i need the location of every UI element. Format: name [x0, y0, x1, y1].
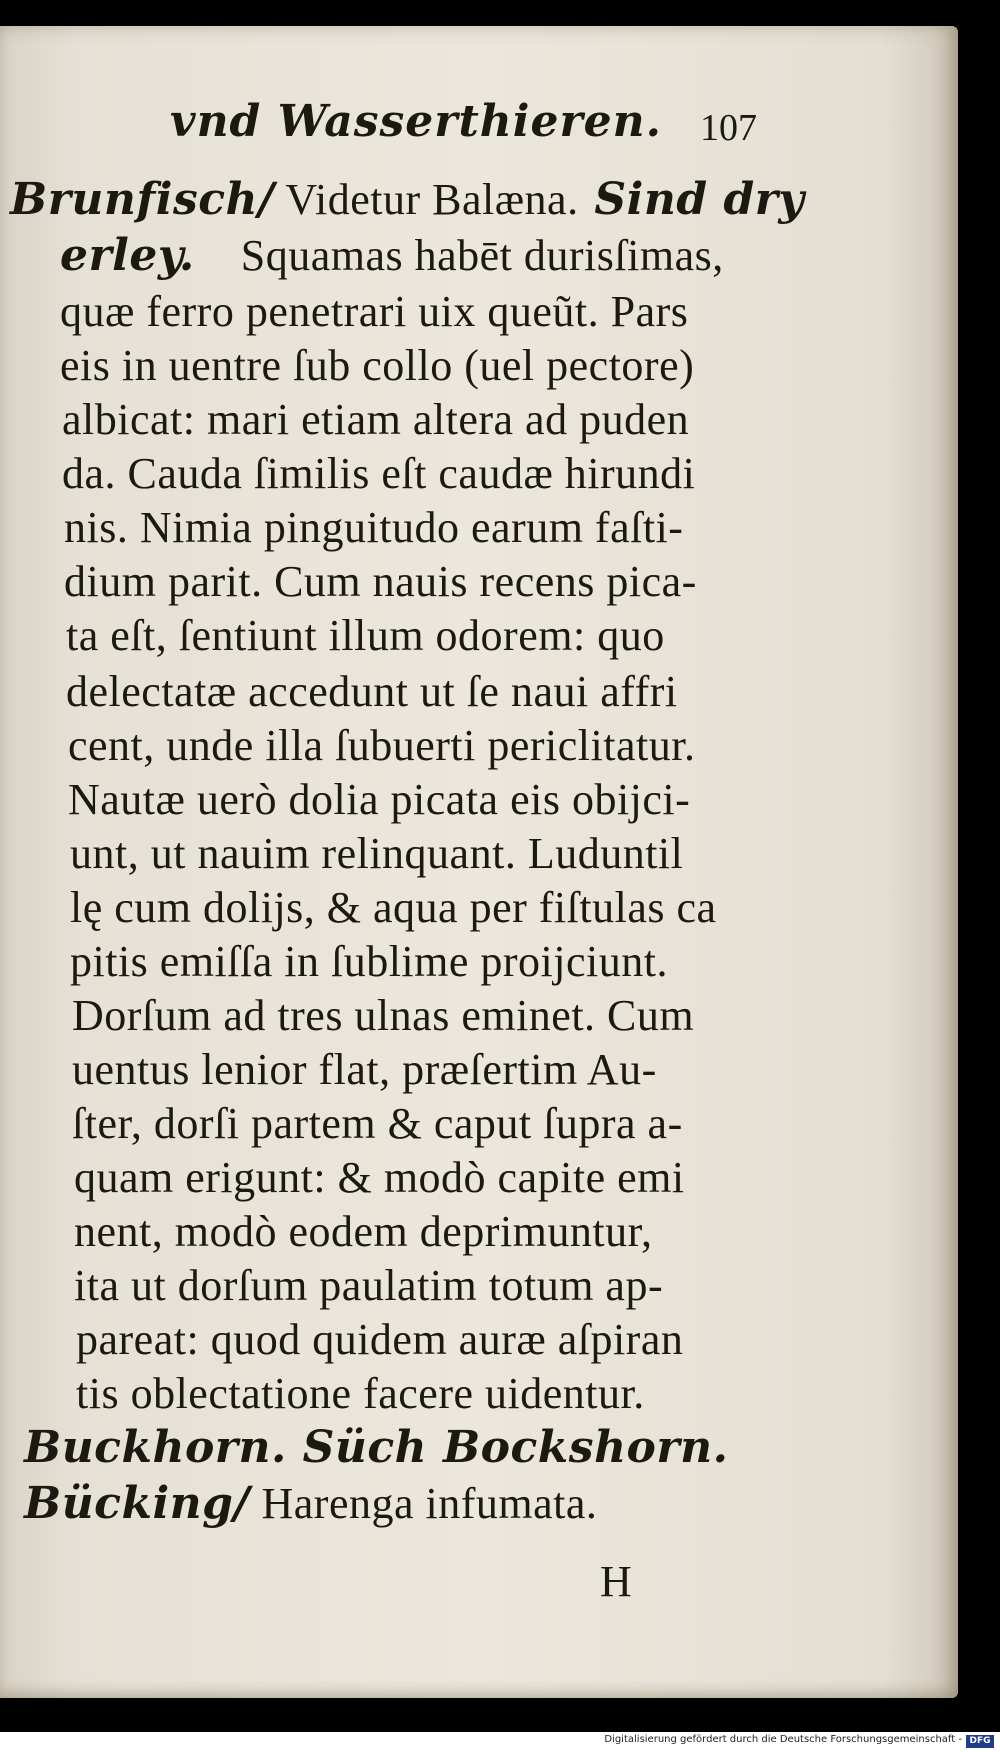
- text-line: eis in uentre ſub collo (uel pectore): [60, 341, 695, 390]
- text-line: quæ ferro penetrari uix queũt. Pars: [60, 287, 689, 336]
- text-line: pareat: quod quidem auræ aſpiran: [76, 1315, 684, 1364]
- text-line: nent, modò eodem deprimuntur,: [74, 1207, 653, 1256]
- footer-credit: Digitalisierung gefördert durch die Deutsche Forschungsgemeinschaft -: [604, 1734, 962, 1745]
- catchword: H: [600, 1557, 632, 1606]
- footer-bar: [0, 1732, 1000, 1752]
- text-line: [24, 1422, 728, 1473]
- text-line: Nautæ uerò dolia picata eis obijci-: [68, 775, 691, 824]
- gothic-text: Sind dry: [578, 174, 805, 225]
- text-line: dium parit. Cum nauis recens pica-: [64, 557, 697, 606]
- gothic-text: Süch Bockshorn.: [286, 1422, 729, 1473]
- entry-term: Brunfisch/: [10, 174, 275, 225]
- dfg-logo-icon: DFG: [966, 1735, 994, 1748]
- text-line: [10, 174, 804, 225]
- text-line: [60, 230, 724, 281]
- gothic-text: erley.: [60, 230, 195, 281]
- text-line: Dorſum ad tres ulnas eminet. Cum: [72, 991, 695, 1040]
- text-line: pitis emiſſa in ſublime proijciunt.: [70, 937, 668, 986]
- text-line: ta eſt, ſentiunt illum odorem: quo: [66, 611, 665, 660]
- text-line: [24, 1478, 597, 1529]
- latin-text: Harenga infumata.: [250, 1479, 598, 1528]
- text-line: da. Cauda ſimilis eſt caudæ hirundi: [62, 449, 696, 498]
- text-line: uentus lenior flat, præſertim Au-: [72, 1045, 657, 1094]
- text-line: nis. Nimia pinguitudo earum faſti-: [64, 503, 684, 552]
- page-number: 107: [700, 107, 757, 149]
- text-line: ita ut dorſum paulatim totum ap-: [74, 1261, 664, 1310]
- text-line: cent, unde illa ſubuerti periclitatur.: [68, 721, 696, 770]
- text-line: unt, ut nauim relinquant. Luduntil: [70, 829, 684, 878]
- book-page: [0, 26, 958, 1698]
- text-line: delectatæ accedunt ut ſe naui affri: [66, 667, 678, 716]
- page-text: [0, 26, 958, 1698]
- text-line: lę cum dolijs, & aqua per fiſtulas ca: [70, 883, 717, 932]
- entry-term: Buckhorn.: [24, 1422, 287, 1473]
- entry-term: Bücking/: [24, 1478, 250, 1529]
- text-line: quam erigunt: & modò capite emi: [74, 1153, 685, 1202]
- text-line: tis oblectatione facere uidentur.: [76, 1369, 645, 1418]
- text-line: albicat: mari etiam altera ad puden: [62, 395, 690, 444]
- latin-text: Videtur Balæna.: [274, 175, 579, 224]
- running-header: vnd Wasserthieren.: [170, 96, 662, 147]
- text-line: ſter, dorſi partem & caput ſupra a-: [72, 1099, 683, 1148]
- latin-text: Squamas habēt durisſimas,: [194, 231, 724, 280]
